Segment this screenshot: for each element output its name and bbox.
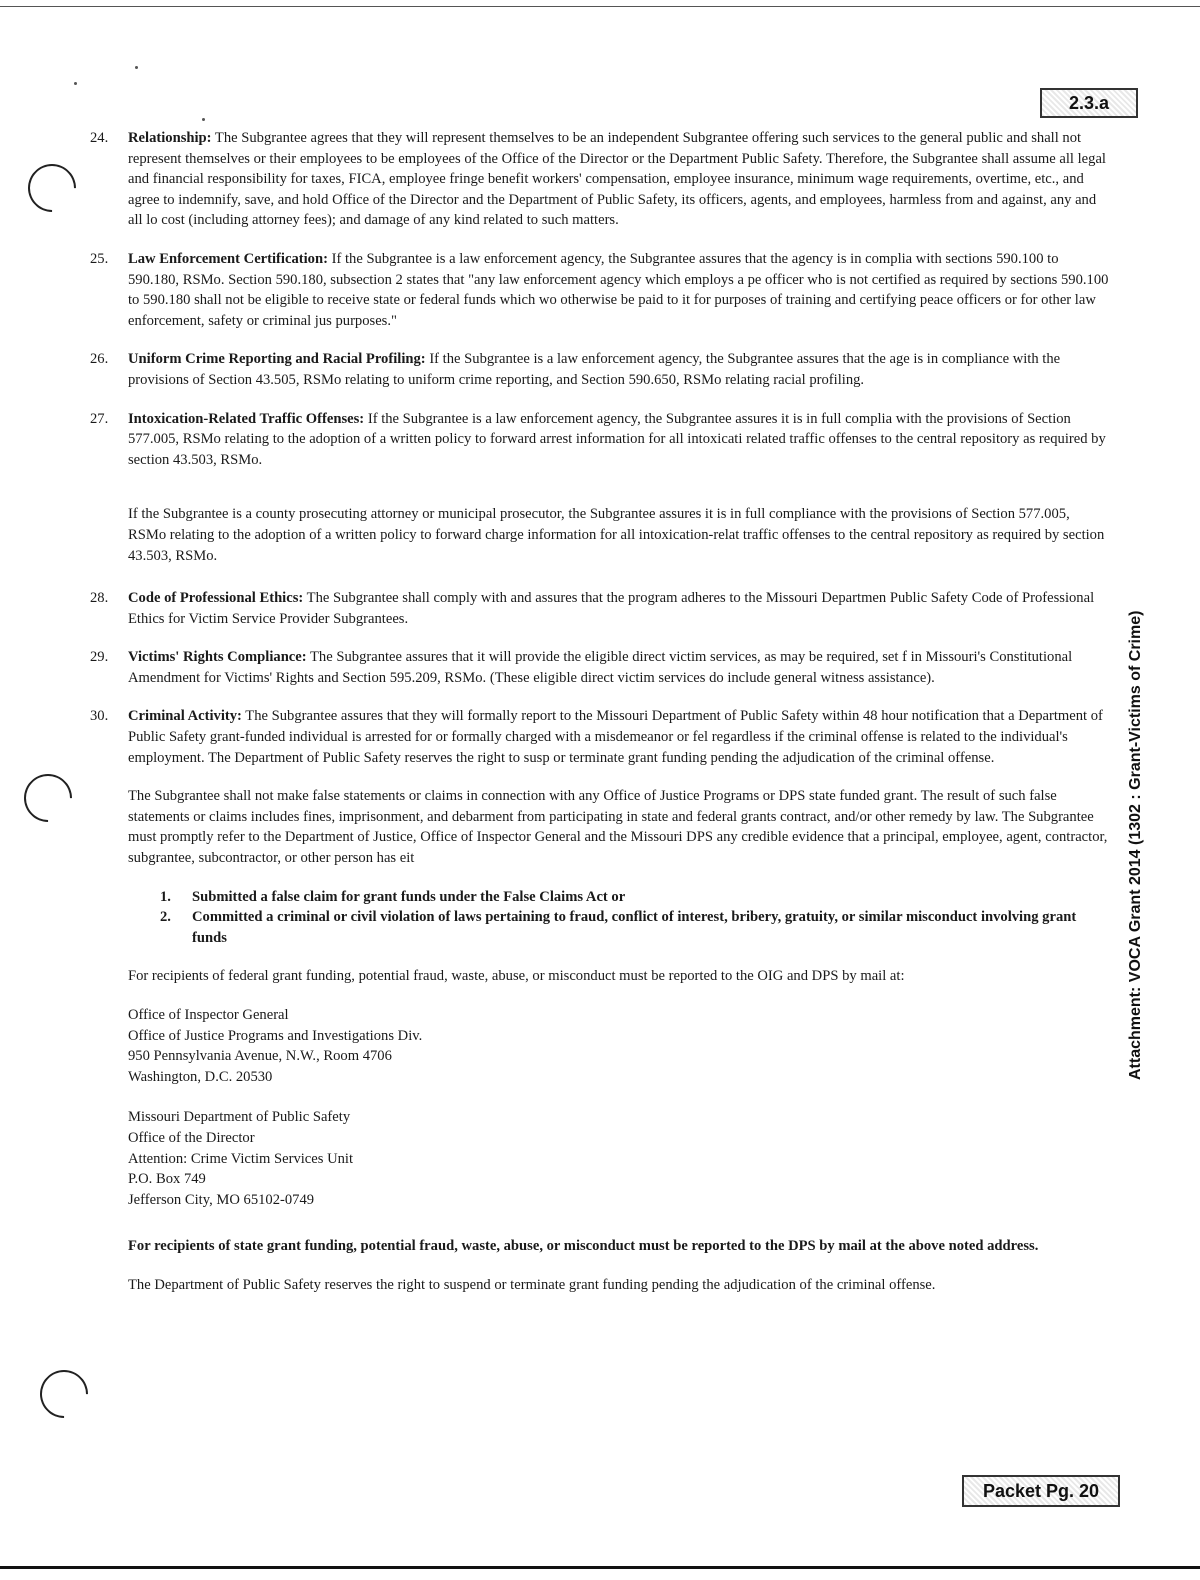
clause-number: 26. bbox=[90, 351, 109, 368]
address-line: Office of Justice Programs and Investigations Div. bbox=[128, 1027, 423, 1044]
clause-number: 27. bbox=[90, 410, 109, 427]
clause-24 bbox=[90, 128, 1110, 231]
scan-speck bbox=[74, 82, 77, 85]
clause-25 bbox=[90, 249, 1110, 331]
clause-text: If the Subgrantee is a law enforcement agency, the Subgrantee assures that the agency is in complia with sections 590.100 to 590.180, RSMo. Section 590.180, subsection 2 states that "any law enforcement agency which employs a pe officer who is not certified as required by sections 590.100 to 590.180 shall not be eligible to receive state or federal funds which wo otherwise be paid to it for purposes of training and certifying peace officers or for other law enforcement, safety or criminal jus purposes." bbox=[128, 250, 1109, 329]
clause-number: 30. bbox=[90, 708, 109, 725]
address-line: Missouri Department of Public Safety bbox=[128, 1109, 351, 1126]
clause-heading: Relationship: bbox=[128, 130, 212, 146]
clause-number: 29. bbox=[90, 649, 109, 666]
clause-heading: Victims' Rights Compliance: bbox=[128, 649, 307, 666]
final-paragraph: The Department of Public Safety reserves the right to suspend or terminate grant funding pending the adjudication of the criminal offense. bbox=[128, 1276, 936, 1293]
federal-reporting-paragraph: For recipients of federal grant funding, potential fraud, waste, abuse, or misconduct must be reported to the OIG and DPS by mail at: bbox=[128, 968, 905, 985]
address-line: Office of Inspector General bbox=[128, 1007, 289, 1023]
false-claims-list bbox=[90, 887, 1110, 949]
clause-number: 25. bbox=[90, 250, 109, 267]
clause-heading: Code of Professional Ethics: bbox=[128, 590, 304, 607]
clause-text: The Subgrantee shall comply with and assures that the program adheres to the Missouri Departmen Public Safety Code of Professional Ethics for Victim Service Provider Subgrantees. bbox=[128, 590, 1095, 627]
attachment-stamp: 2.3.a bbox=[1040, 88, 1138, 118]
list-item bbox=[90, 907, 1110, 948]
clause-text: The Subgrantee agrees that they will represent themselves to be an independent Subgrantee offering such services to the general public and shall not represent themselves or their employees to be employees of the Office of the Director or the Department Public Safety. Therefore, the Subgrantee shall assume all legal and financial responsibility for taxes, FICA, employee fringe benefit workers' compensation, employee insurance, minimum wage requirements, overtime, etc., and agree to indemnify, save, and hold Office of the Director and the Department of Public Safety, its officers, agents, and employees, harmless from and against, any and all lo cost (including attorney fees); and damage of any kind related to such matters. bbox=[128, 130, 1106, 229]
list-number: 2. bbox=[160, 909, 171, 926]
scan-speck bbox=[202, 118, 205, 121]
scan-speck bbox=[135, 66, 138, 69]
bottom-rule bbox=[0, 1566, 1200, 1569]
false-statements-paragraph: The Subgrantee shall not make false statements or claims in connection with any Office of Justice Programs or DPS state funded grant. The result of such false statements or claims includes fines, imprisonment, and debarment from participating in state and federal grants contract, and/or other remedy by law. The Subgrantee must promptly refer to the Department of Justice, Office of Inspector General and the Missouri DPS any credible evidence that a principal, employee, agent, contractor, subgrantee, subcontractor, or other person has eit bbox=[128, 788, 1108, 867]
clause-29 bbox=[90, 647, 1110, 688]
clause-number: 24. bbox=[90, 130, 109, 146]
list-text: Submitted a false claim for grant funds under the False Claims Act or bbox=[192, 888, 626, 905]
list-text: Committed a criminal or civil violation of laws pertaining to fraud, conflict of interest, bribery, gratuity, or similar misconduct involving grant funds bbox=[192, 909, 1077, 946]
clause-28 bbox=[90, 588, 1110, 629]
top-rule bbox=[0, 6, 1200, 7]
list-item bbox=[90, 887, 1110, 908]
state-reporting-paragraph: For recipients of state grant funding, potential fraud, waste, abuse, or misconduct must be reported to the DPS by mail at the above noted address. bbox=[128, 1238, 1039, 1255]
address-line: Washington, D.C. 20530 bbox=[128, 1068, 273, 1085]
clause-heading: Law Enforcement Certification: bbox=[128, 250, 328, 267]
oig-address bbox=[90, 1005, 1110, 1087]
address-line: Attention: Crime Victim Services Unit bbox=[128, 1150, 354, 1167]
address-line: P.O. Box 749 bbox=[128, 1171, 206, 1188]
address-line: 950 Pennsylvania Avenue, N.W., Room 4706 bbox=[128, 1048, 392, 1065]
clause-26 bbox=[90, 349, 1110, 390]
clause-heading: Intoxication-Related Traffic Offenses: bbox=[128, 410, 365, 427]
clause-number: 28. bbox=[90, 590, 109, 607]
document-body bbox=[90, 128, 1110, 1314]
clause-30 bbox=[90, 706, 1110, 768]
clause-heading: Criminal Activity: bbox=[128, 708, 242, 725]
list-number: 1. bbox=[160, 888, 171, 905]
clause-text: The Subgrantee assures that they will formally report to the Missouri Department of Public Safety within 48 hour notification that a Department of Public Safety grant-funded individual is arrested for or formally charged with a misdemeanor or fel regardless if the criminal offense is related to the individual's employment. The Department of Public Safety reserves the right to susp or terminate grant funding pending the adjudication of the criminal offense. bbox=[128, 708, 1103, 766]
clause-27 bbox=[90, 409, 1110, 471]
address-line: Office of the Director bbox=[128, 1129, 255, 1146]
punch-hole-icon bbox=[14, 764, 82, 832]
clause-text: If the Subgrantee is a law enforcement agency, the Subgrantee assures that the age is in compliance with the provisions of Section 43.505, RSMo relating to uniform crime reporting, and Section 590.650, RSMo relating racial profiling. bbox=[128, 351, 1061, 388]
punch-hole-icon bbox=[30, 1360, 98, 1428]
address-line: Jefferson City, MO 65102-0749 bbox=[128, 1191, 315, 1208]
clause-text: If the Subgrantee is a law enforcement agency, the Subgrantee assures it is in full complia with the provisions of Section 577.005, RSMo relating to the adoption of a written policy to forward arrest information for all intoxicati related traffic offenses to the central repository as required by section 43.503, RSMo. bbox=[128, 410, 1106, 468]
clause-heading: Uniform Crime Reporting and Racial Profiling: bbox=[128, 351, 426, 368]
clause-text: The Subgrantee assures that it will provide the eligible direct victim services, as may be required, set f in Missouri's Constitutional Amendment for Victims' Rights and Section 595.209, RSMo. (These eligible direct victim services do include general witness assistance). bbox=[128, 649, 1073, 686]
dps-address bbox=[90, 1107, 1110, 1210]
punch-hole-icon bbox=[18, 154, 86, 222]
clause-27-prosecutor-paragraph: If the Subgrantee is a county prosecuting attorney or municipal prosecutor, the Subgrantee assures it is in full compliance with the provisions of Section 577.005, RSMo relating to the adoption of a written policy to forward charge information for all intoxication-relat traffic offenses to the central repository as required by section 43.503, RSMo. bbox=[128, 506, 1105, 564]
attachment-side-label: Attachment: VOCA Grant 2014 (1302 : Grant-Victims of Crime) bbox=[1127, 610, 1144, 1080]
packet-page-stamp: Packet Pg. 20 bbox=[962, 1475, 1120, 1507]
